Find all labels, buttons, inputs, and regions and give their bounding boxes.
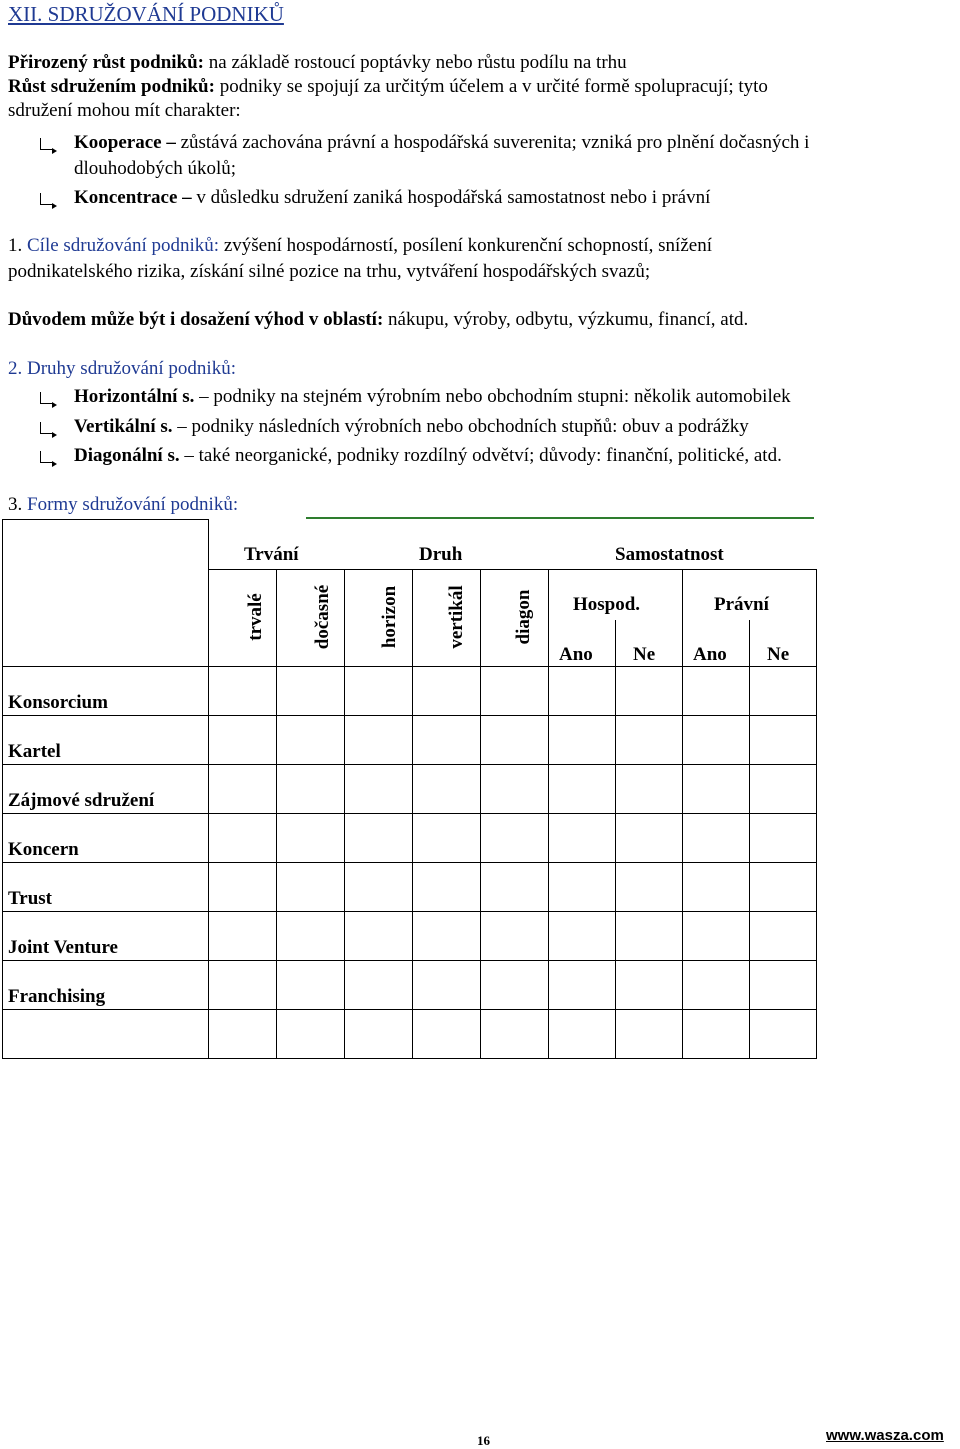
table-corner-cell: [3, 520, 209, 667]
table-cell[interactable]: [549, 1010, 616, 1059]
table-cell[interactable]: [413, 961, 481, 1010]
section-3-line: [8, 494, 238, 516]
table-cell[interactable]: [683, 765, 750, 814]
table-cell[interactable]: [481, 667, 549, 716]
intro-text-2: podniky se spojují za určitým účelem a v určité formě spolupracují; tyto: [214, 76, 768, 97]
section-3-number: 3.: [8, 494, 23, 515]
header-hospod-ano: Ano: [559, 644, 593, 665]
forms-table: [2, 519, 817, 1059]
table-cell[interactable]: [209, 961, 277, 1010]
table-cell[interactable]: [481, 863, 549, 912]
header-docasne: dočasné: [312, 584, 333, 650]
intro-line-3: sdružení mohou mít charakter:: [8, 100, 241, 121]
table-cell[interactable]: [277, 912, 345, 961]
table-cell[interactable]: [750, 814, 817, 863]
section-1-heading: Cíle sdružování podniků:: [27, 235, 220, 256]
table-cell[interactable]: [345, 1010, 413, 1059]
table-cell[interactable]: [277, 1010, 345, 1059]
table-group-header-cell: [209, 520, 817, 570]
bullet-vertical: [74, 416, 749, 438]
table-cell[interactable]: [481, 912, 549, 961]
table-cell[interactable]: [345, 912, 413, 961]
bullet-koncentrace-term: Koncentrace –: [74, 187, 192, 208]
intro-term-natural-growth: Přirozený růst podniků:: [8, 52, 205, 73]
table-cell[interactable]: [209, 1010, 277, 1059]
table-cell[interactable]: [209, 716, 277, 765]
table-cell[interactable]: [616, 765, 683, 814]
table-cell[interactable]: [413, 912, 481, 961]
table-cell[interactable]: [413, 716, 481, 765]
table-cell[interactable]: [549, 716, 616, 765]
arrow-bullet-icon: [40, 193, 53, 205]
bullet-diagonal-text: – také neorganické, podniky rozdílný odvětví; důvody: finanční, politické, atd.: [179, 445, 782, 466]
arrow-bullet-icon: [40, 422, 53, 434]
table-cell[interactable]: [616, 667, 683, 716]
table-row-label-cell: [3, 1010, 209, 1059]
table-cell[interactable]: [481, 814, 549, 863]
table-cell[interactable]: [683, 961, 750, 1010]
table-cell[interactable]: [413, 667, 481, 716]
header-samostatnost: Samostatnost: [615, 544, 724, 565]
bullet-kooperace-term: Kooperace –: [74, 132, 176, 153]
page-title: XII. SDRUŽOVÁNÍ PODNIKŮ: [8, 2, 284, 26]
table-cell[interactable]: [616, 814, 683, 863]
table-cell[interactable]: [616, 863, 683, 912]
bullet-koncentrace-text: v důsledku sdružení zaniká hospodářská samostatnost nebo i právní: [191, 187, 711, 208]
table-cell[interactable]: [481, 716, 549, 765]
table-cell[interactable]: [683, 667, 750, 716]
table-cell[interactable]: [413, 765, 481, 814]
bullet-diagonal: [74, 445, 782, 467]
table-cell[interactable]: [683, 716, 750, 765]
table-cell[interactable]: [481, 1010, 549, 1059]
table-cell[interactable]: [750, 863, 817, 912]
table-cell[interactable]: [549, 961, 616, 1010]
bullet-horizontal: [74, 386, 791, 408]
intro-line-2: [8, 76, 768, 98]
table-cell[interactable]: [345, 961, 413, 1010]
table-cell[interactable]: [345, 814, 413, 863]
arrow-bullet-icon: [40, 392, 53, 404]
table-cell[interactable]: [750, 912, 817, 961]
table-cell[interactable]: [616, 961, 683, 1010]
table-cell[interactable]: [209, 667, 277, 716]
table-cell[interactable]: [277, 961, 345, 1010]
footer-link[interactable]: www.wasza.com: [826, 1427, 944, 1444]
section-2-heading: 2. Druhy sdružování podniků:: [8, 358, 236, 379]
table-cell[interactable]: [345, 716, 413, 765]
table-cell[interactable]: [750, 667, 817, 716]
table-cell[interactable]: [616, 912, 683, 961]
row-franchising: Franchising: [8, 986, 106, 1007]
header-horizon: horizon: [379, 585, 400, 649]
table-cell[interactable]: [209, 814, 277, 863]
bullet-vertical-term: Vertikální s.: [74, 416, 173, 437]
table-cell[interactable]: [683, 863, 750, 912]
page-number: 16: [477, 1433, 490, 1448]
header-druh: Druh: [419, 544, 463, 565]
table-cell[interactable]: [549, 863, 616, 912]
table-cell[interactable]: [413, 863, 481, 912]
header-pravni: Právní: [714, 594, 769, 615]
intro-text-1: na základě rostoucí poptávky nebo růstu podílu na trhu: [204, 52, 627, 73]
table-cell[interactable]: [683, 1010, 750, 1059]
table-cell[interactable]: [750, 765, 817, 814]
table-cell[interactable]: [277, 716, 345, 765]
table-cell[interactable]: [345, 667, 413, 716]
header-hospod-ne: Ne: [633, 644, 656, 665]
table-cell[interactable]: [413, 1010, 481, 1059]
table-cell[interactable]: [277, 814, 345, 863]
table-cell[interactable]: [549, 912, 616, 961]
header-trvale: trvalé: [245, 593, 266, 641]
header-pravni-ano: Ano: [693, 644, 727, 665]
table-cell[interactable]: [750, 1010, 817, 1059]
row-trust: Trust: [8, 888, 52, 909]
table-cell[interactable]: [209, 863, 277, 912]
table-cell[interactable]: [616, 716, 683, 765]
table-cell[interactable]: [277, 863, 345, 912]
table-cell[interactable]: [750, 716, 817, 765]
header-diagon: diagon: [513, 589, 534, 645]
bullet-diagonal-term: Diagonální s.: [74, 445, 180, 466]
header-vertikal: vertikál: [446, 585, 467, 649]
table-cell[interactable]: [345, 765, 413, 814]
table-cell[interactable]: [549, 765, 616, 814]
table-cell[interactable]: [683, 912, 750, 961]
table-cell[interactable]: [345, 863, 413, 912]
row-zajmove-sdruzeni: Zájmové sdružení: [8, 790, 155, 811]
bullet-horizontal-term: Horizontální s.: [74, 386, 195, 407]
table-cell[interactable]: [209, 765, 277, 814]
row-joint-venture: Joint Venture: [8, 937, 118, 958]
table-cell[interactable]: [481, 765, 549, 814]
header-hospod: Hospod.: [573, 594, 641, 615]
header-pravni-ne: Ne: [767, 644, 790, 665]
row-kartel: Kartel: [8, 741, 61, 762]
arrow-bullet-icon: [40, 451, 53, 463]
section-1-line: [8, 235, 712, 257]
duvod-text: nákupu, výroby, odbytu, výzkumu, financí, atd.: [383, 309, 749, 330]
table-cell[interactable]: [209, 912, 277, 961]
section-1-cont: podnikatelského rizika, získání silné pozice na trhu, vytváření hospodářských svazů;: [8, 261, 651, 282]
bullet-kooperace-text: zůstává zachována právní a hospodářská suverenita; vzniká pro plnění dočasných i: [175, 132, 810, 153]
section-1-text: zvýšení hospodárností, posílení konkurenční schopností, snížení: [219, 235, 712, 256]
table-cell[interactable]: [750, 961, 817, 1010]
table-cell[interactable]: [413, 814, 481, 863]
table-cell[interactable]: [277, 667, 345, 716]
table-cell[interactable]: [277, 765, 345, 814]
intro-term-merger-growth: Růst sdružením podniků:: [8, 76, 215, 97]
bullet-horizontal-text: – podniky na stejném výrobním nebo obchodním stupni: několik automobilek: [194, 386, 791, 407]
bullet-kooperace: [74, 132, 809, 154]
arrow-bullet-icon: [40, 138, 53, 150]
table-cell[interactable]: [616, 1010, 683, 1059]
table-col-docasne[interactable]: [277, 570, 345, 667]
table-cell[interactable]: [549, 667, 616, 716]
section-1-number: 1.: [8, 235, 23, 256]
duvod-line: [8, 309, 748, 331]
header-trvani: Trvání: [244, 544, 299, 565]
section-3-heading: Formy sdružování podniků:: [27, 494, 239, 515]
table-cell[interactable]: [683, 814, 750, 863]
duvod-term: Důvodem může být i dosažení výhod v oblastí:: [8, 309, 384, 330]
row-konsorcium: Konsorcium: [8, 692, 108, 713]
row-koncern: Koncern: [8, 839, 79, 860]
table-cell[interactable]: [549, 814, 616, 863]
intro-line-1: [8, 52, 627, 74]
bullet-koncentrace: [74, 187, 710, 209]
bullet-vertical-text: – podniky následních výrobních nebo obchodních stupňů: obuv a podrážky: [172, 416, 749, 437]
bullet-kooperace-cont: dlouhodobých úkolů;: [74, 158, 237, 179]
table-cell[interactable]: [481, 961, 549, 1010]
